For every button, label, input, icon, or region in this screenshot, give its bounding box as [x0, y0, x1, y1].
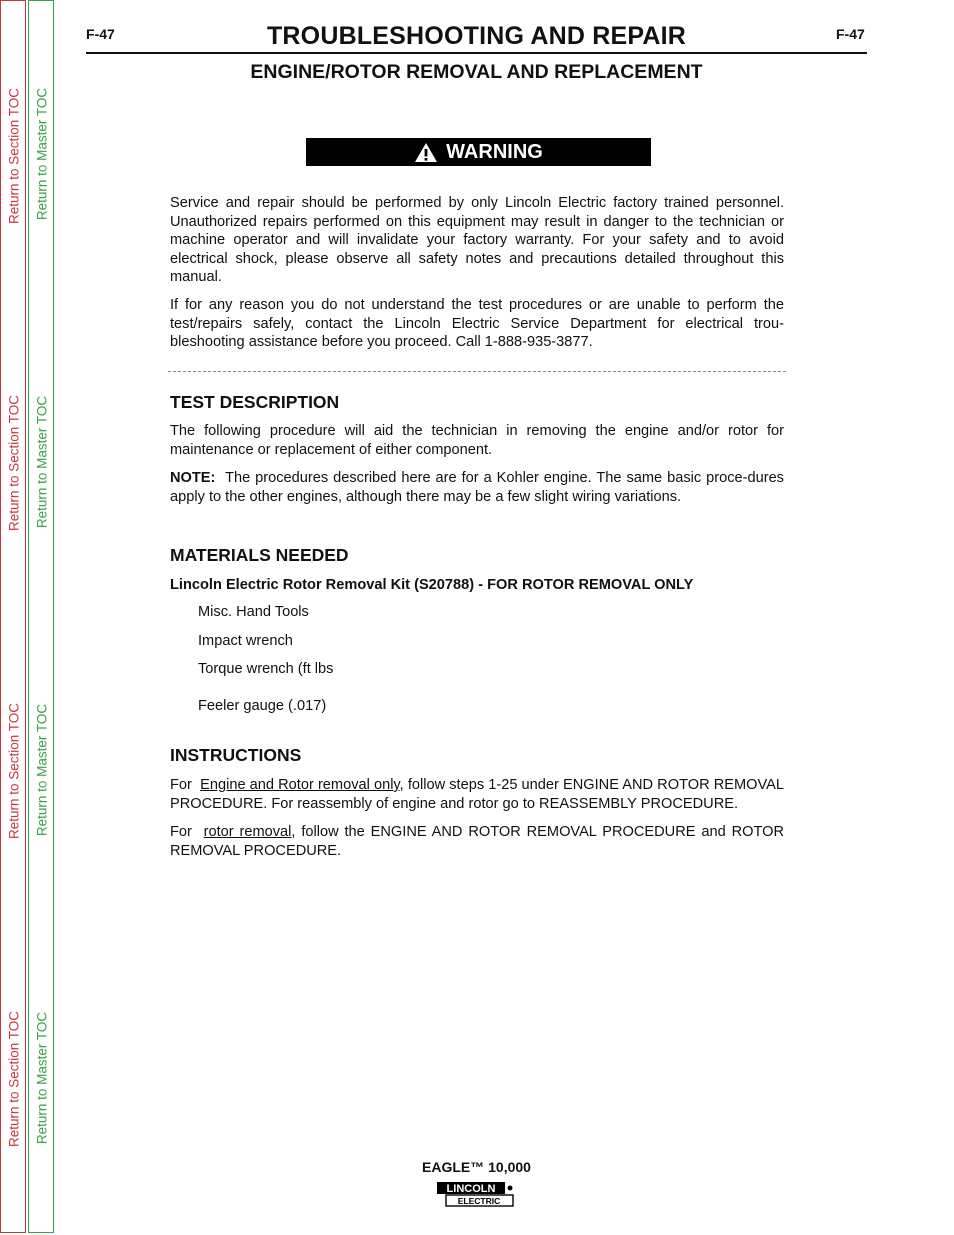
warning-banner	[306, 138, 651, 166]
test-description-heading: TEST DESCRIPTION	[170, 392, 340, 412]
section-divider	[168, 371, 786, 372]
instructions-body	[170, 776, 784, 860]
test-description-text: The following procedure will aid the technician in removing the engine and/or rotor for maintenance or replacement of either component.	[170, 423, 784, 458]
instructions-heading: INSTRUCTIONS	[170, 745, 302, 765]
title-divider	[86, 52, 867, 54]
list-item: Misc. Hand Tools	[198, 604, 309, 620]
list-item: Feeler gauge (.017)	[198, 698, 327, 714]
note-paragraph	[170, 469, 784, 506]
rotor-kit-note: FOR ROTOR REMOVAL ONLY	[487, 577, 694, 593]
rotor-kit-separator: -	[478, 577, 484, 593]
warning-paragraph: Service and repair should be performed by only Lincoln Electric factory trained personnel. Unauthorized repairs performed on this equipment may result in danger to the technician or machine operator and will invalidate your factory warranty. For your safety and to avoid electrical shock, please observe all safety notes and precautions detailed throughout this manual.	[170, 195, 784, 286]
rotor-kit-name: Lincoln Electric Rotor Removal Kit (S20788)	[170, 577, 475, 593]
materials-heading: MATERIALS NEEDED	[170, 545, 349, 565]
rotor-removal-link: rotor removal	[203, 824, 292, 841]
page-title: TROUBLESHOOTING AND REPAIR	[266, 22, 687, 50]
warning-text	[170, 194, 784, 352]
warning-paragraph: If for any reason you do not understand the test procedures or are unable to perform the test/repairs safely, contact the Lincoln Electric Service Department for electrical trou-bleshooting assistance before you proceed. Call 1-888-935-3877.	[170, 296, 784, 351]
page-number-right: F-47	[836, 26, 865, 42]
instructions-paragraph	[170, 823, 784, 860]
svg-text:ELECTRIC: ELECTRIC	[457, 1196, 501, 1206]
svg-text:LINCOLN: LINCOLN	[446, 1183, 496, 1195]
list-item: Torque wrench (ft lbs	[198, 661, 334, 677]
model-name: EAGLE™ 10,000	[422, 1159, 531, 1175]
warning-label: WARNING	[446, 140, 543, 163]
warning-triangle-icon	[414, 142, 438, 163]
master-toc-column: Return to Master TOC Return to Master TOC Return to Master TOC Return to Master TOC	[28, 0, 54, 1233]
instructions-text: For	[170, 824, 192, 841]
test-description-body	[170, 422, 784, 506]
engine-rotor-removal-link: Engine and Rotor removal only	[200, 777, 400, 793]
instructions-text: For	[170, 777, 192, 793]
section-toc-column: Return to Section TOC Return to Section TOC Return to Section TOC Return to Section TOC	[0, 0, 26, 1233]
list-item: Impact wrench	[198, 633, 293, 649]
page-number-left: F-47	[86, 26, 115, 42]
note-text: The procedures described here are for a Kohler engine. The same basic proce-dures apply to the other engines, although there may be a few slight wiring variations.	[170, 470, 784, 505]
note-label: NOTE:	[170, 470, 216, 487]
page-subtitle: ENGINE/ROTOR REMOVAL AND REPLACEMENT	[250, 61, 703, 83]
instructions-text: , follow steps 1-25 under ENGINE AND ROTOR REMOVAL PROCEDURE. For reassembly of engine and rotor go to REASSEMBLY PROCEDURE.	[170, 777, 785, 812]
instructions-paragraph	[170, 776, 784, 813]
instructions-text: , follow the ENGINE AND ROTOR REMOVAL PROCEDURE and ROTOR REMOVAL PROCEDURE.	[170, 824, 785, 859]
lincoln-electric-logo	[436, 1180, 516, 1208]
rotor-kit-line	[170, 576, 784, 595]
